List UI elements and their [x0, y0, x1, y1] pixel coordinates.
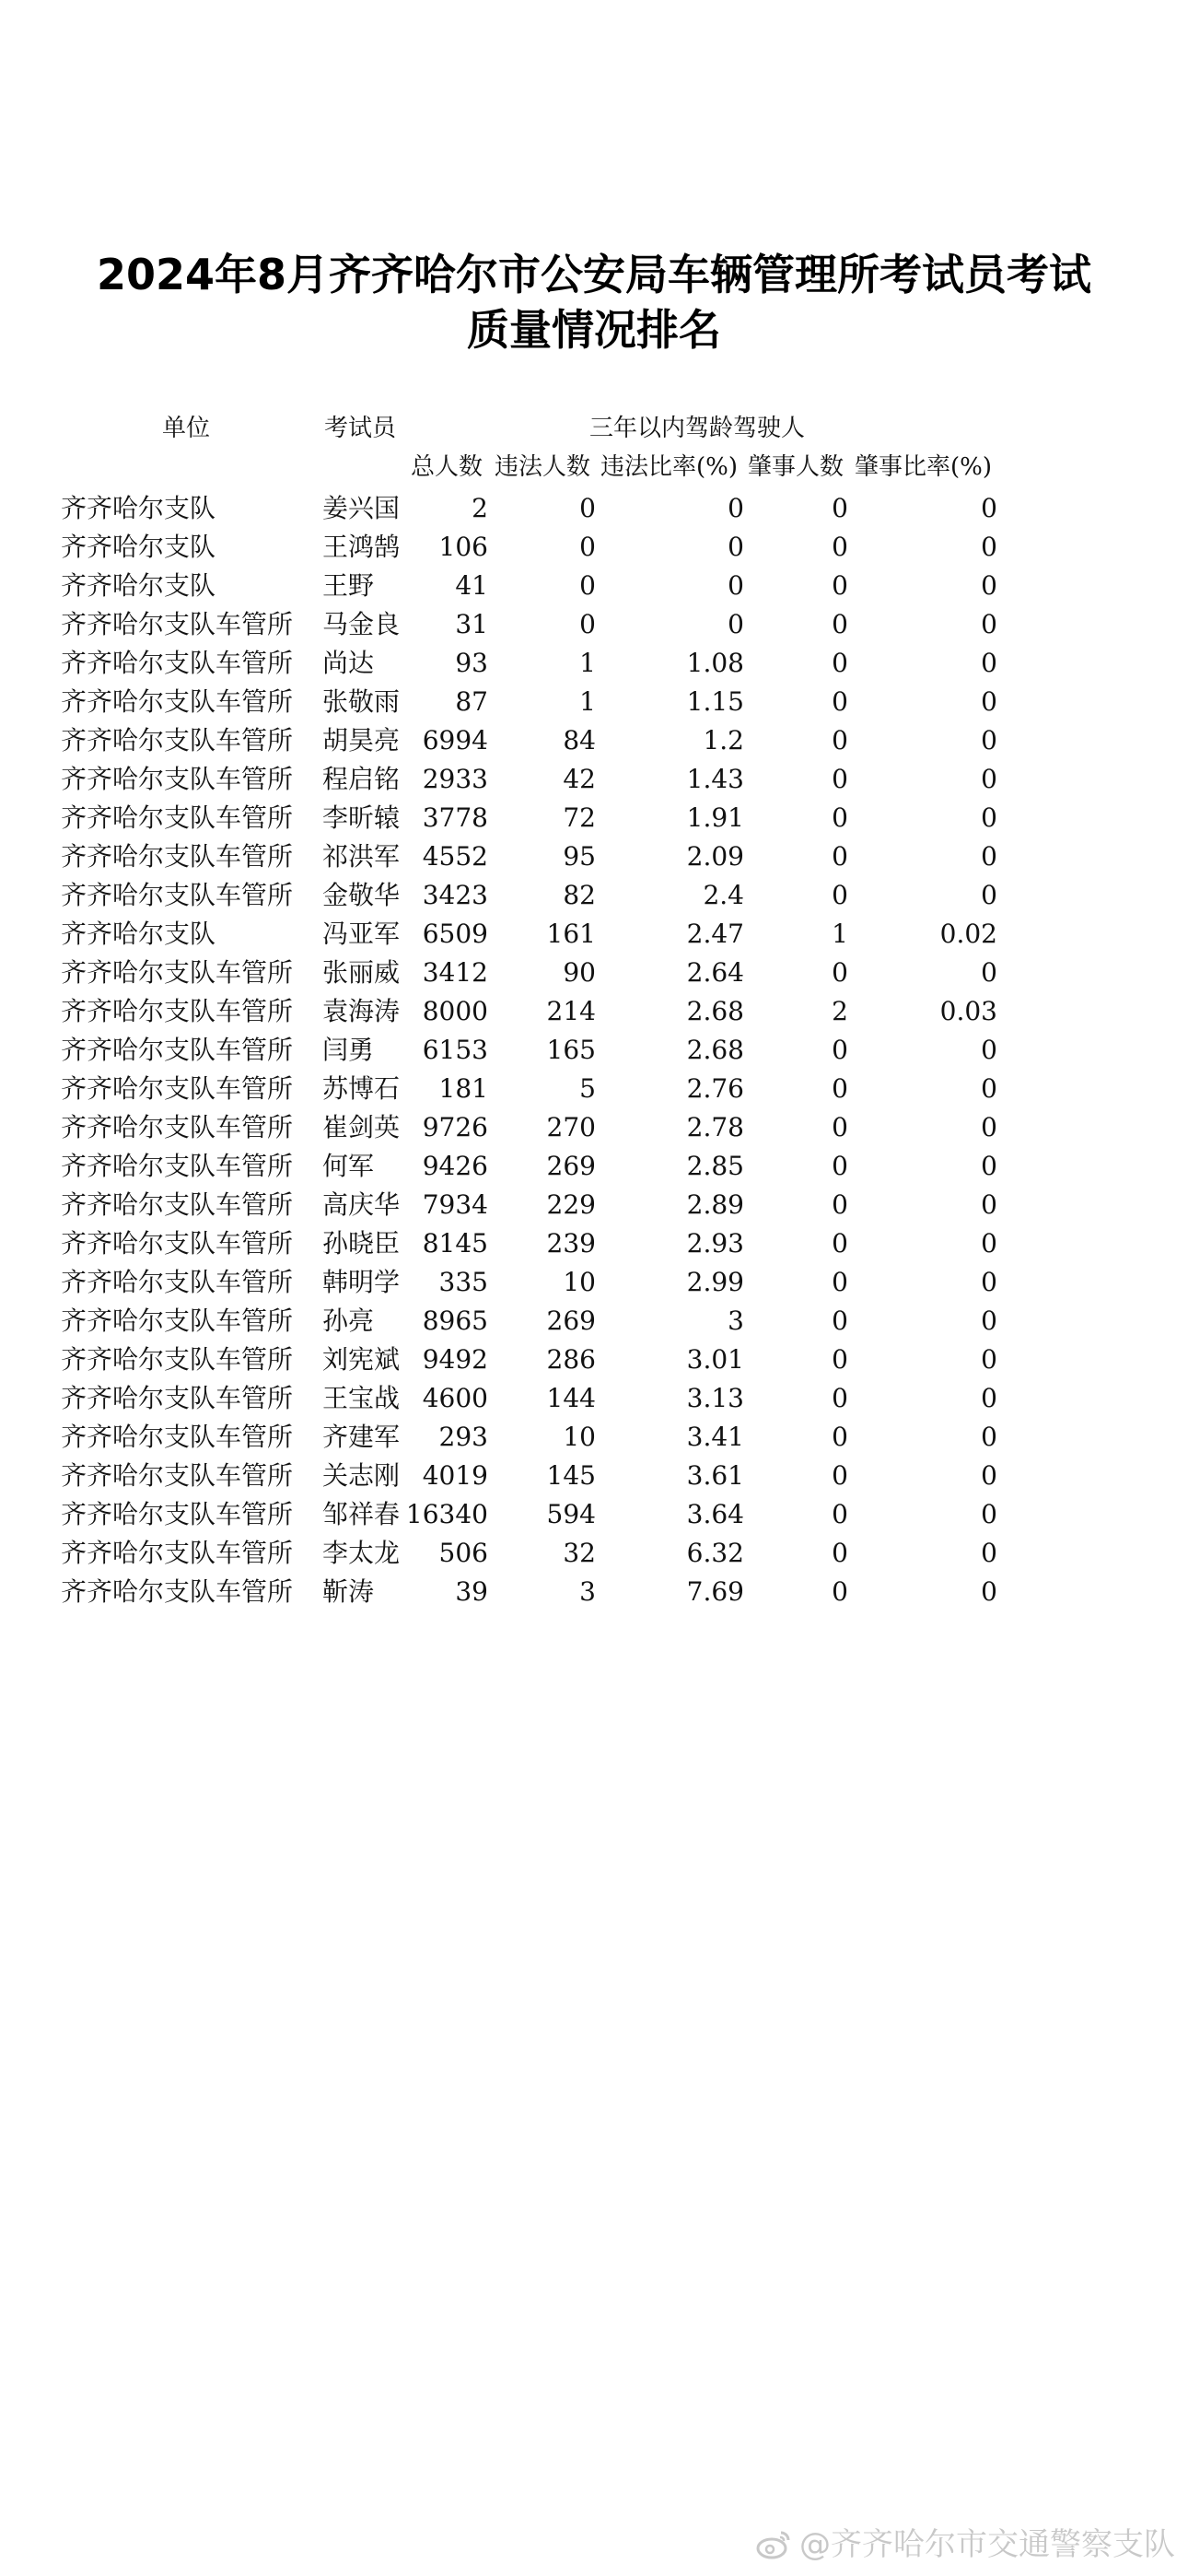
- table-row: [0, 528, 1188, 567]
- accidents-cell: 2: [832, 996, 848, 1026]
- examiner-cell: 闫勇: [322, 1035, 375, 1065]
- violation-rate-cell: 1.43: [686, 764, 744, 794]
- violations-cell: 10: [563, 1422, 596, 1452]
- examiner-cell: 邹祥春: [322, 1499, 401, 1529]
- violation-rate-cell: 7.69: [686, 1576, 744, 1607]
- examiner-cell: 李昕辕: [322, 802, 401, 833]
- unit-cell: 齐齐哈尔支队: [61, 919, 216, 949]
- unit-cell: 齐齐哈尔支队车管所: [61, 609, 294, 639]
- unit-cell: 齐齐哈尔支队车管所: [61, 648, 294, 678]
- violation-rate-cell: 3: [728, 1306, 744, 1336]
- examiner-cell: 王鸿鹄: [322, 532, 401, 562]
- table-row: [0, 489, 1188, 528]
- total-cell: 2933: [422, 764, 488, 794]
- violations-cell: 594: [546, 1499, 596, 1529]
- examiner-cell: 高庆华: [322, 1189, 401, 1220]
- watermark-text: @齐齐哈尔市交通警察支队: [799, 2526, 1175, 2563]
- weibo-icon: [755, 2529, 792, 2560]
- violation-rate-cell: 2.85: [686, 1151, 744, 1181]
- unit-cell: 齐齐哈尔支队车管所: [61, 996, 294, 1026]
- total-cell: 41: [455, 570, 488, 601]
- total-cell: 93: [455, 648, 488, 678]
- unit-cell: 齐齐哈尔支队车管所: [61, 725, 294, 755]
- unit-cell: 齐齐哈尔支队车管所: [61, 1073, 294, 1104]
- total-cell: 293: [438, 1422, 488, 1452]
- examiner-cell: 关志刚: [322, 1460, 401, 1491]
- accidents-cell: 0: [832, 686, 848, 717]
- accidents-cell: 0: [832, 648, 848, 678]
- total-cell: 31: [455, 609, 488, 639]
- accidents-cell: 0: [832, 1035, 848, 1065]
- examiner-cell: 齐建军: [322, 1422, 401, 1452]
- accident-rate-cell: 0: [981, 1460, 997, 1491]
- examiner-cell: 胡昊亮: [322, 725, 401, 755]
- accident-rate-cell: 0: [981, 880, 997, 910]
- accidents-cell: 0: [832, 1538, 848, 1568]
- violations-cell: 32: [563, 1538, 596, 1568]
- accidents-cell: 0: [832, 493, 848, 523]
- table-row: [0, 1108, 1188, 1147]
- header-unit: 单位: [162, 415, 211, 442]
- table-row: [0, 1031, 1188, 1070]
- violation-rate-cell: 3.64: [686, 1499, 744, 1529]
- violations-cell: 72: [563, 802, 596, 833]
- total-cell: 9726: [422, 1112, 488, 1142]
- total-cell: 6153: [422, 1035, 488, 1065]
- table-row: [0, 1379, 1188, 1418]
- unit-cell: 齐齐哈尔支队: [61, 532, 216, 562]
- accident-rate-cell: 0: [981, 1151, 997, 1181]
- accidents-cell: 0: [832, 1576, 848, 1607]
- accident-rate-cell: 0: [981, 609, 997, 639]
- total-cell: 9492: [422, 1344, 488, 1375]
- header-violations: 违法人数: [495, 453, 591, 481]
- examiner-cell: 张丽威: [322, 957, 401, 988]
- title-line-1: 2024年8月齐齐哈尔市公安局车辆管理所考试员考试: [96, 250, 1092, 299]
- examiner-cell: 何军: [322, 1151, 375, 1181]
- total-cell: 8000: [422, 996, 488, 1026]
- violations-cell: 90: [563, 957, 596, 988]
- violations-cell: 42: [563, 764, 596, 794]
- header-accident-rate: 肇事比率(%): [855, 453, 992, 481]
- examiner-cell: 李太龙: [322, 1538, 401, 1568]
- accidents-cell: 0: [832, 1306, 848, 1336]
- violation-rate-cell: 0: [728, 532, 744, 562]
- violations-cell: 95: [563, 841, 596, 872]
- unit-cell: 齐齐哈尔支队车管所: [61, 1267, 294, 1297]
- accident-rate-cell: 0: [981, 532, 997, 562]
- table-row: [0, 1263, 1188, 1302]
- accidents-cell: 0: [832, 1151, 848, 1181]
- accidents-cell: 0: [832, 725, 848, 755]
- violation-rate-cell: 0: [728, 570, 744, 601]
- accidents-cell: 0: [832, 1383, 848, 1413]
- violation-rate-cell: 3.13: [686, 1383, 744, 1413]
- violation-rate-cell: 3.41: [686, 1422, 744, 1452]
- examiner-cell: 程启铭: [322, 764, 401, 794]
- violation-rate-cell: 2.68: [686, 1035, 744, 1065]
- table-row: [0, 1573, 1188, 1611]
- accidents-cell: 0: [832, 957, 848, 988]
- page-title: [0, 247, 1188, 357]
- violations-cell: 0: [579, 570, 596, 601]
- accidents-cell: 0: [832, 1460, 848, 1491]
- table-row: [0, 605, 1188, 644]
- violations-cell: 165: [546, 1035, 596, 1065]
- examiner-cell: 祁洪军: [322, 841, 401, 872]
- unit-cell: 齐齐哈尔支队车管所: [61, 1538, 294, 1568]
- accident-rate-cell: 0: [981, 1267, 997, 1297]
- accident-rate-cell: 0: [981, 493, 997, 523]
- accident-rate-cell: 0: [981, 686, 997, 717]
- unit-cell: 齐齐哈尔支队车管所: [61, 1189, 294, 1220]
- accidents-cell: 0: [832, 570, 848, 601]
- violation-rate-cell: 0: [728, 609, 744, 639]
- violations-cell: 0: [579, 609, 596, 639]
- table-row: [0, 1495, 1188, 1534]
- accident-rate-cell: 0: [981, 570, 997, 601]
- total-cell: 2: [472, 493, 488, 523]
- accidents-cell: 0: [832, 841, 848, 872]
- title-line-2: 质量情况排名: [467, 305, 721, 355]
- ranking-table: [0, 489, 1188, 1611]
- accident-rate-cell: 0: [981, 764, 997, 794]
- examiner-cell: 孙晓臣: [322, 1228, 401, 1259]
- table-row: [0, 837, 1188, 876]
- table-row: [0, 1224, 1188, 1263]
- accidents-cell: 0: [832, 1344, 848, 1375]
- examiner-cell: 刘宪斌: [322, 1344, 401, 1375]
- accidents-cell: 0: [832, 1112, 848, 1142]
- examiner-cell: 孙亮: [322, 1306, 375, 1336]
- accident-rate-cell: 0: [981, 1306, 997, 1336]
- violation-rate-cell: 1.15: [686, 686, 744, 717]
- unit-cell: 齐齐哈尔支队车管所: [61, 1383, 294, 1413]
- table-row: [0, 1534, 1188, 1573]
- total-cell: 16340: [405, 1499, 488, 1529]
- table-row: [0, 1147, 1188, 1186]
- unit-cell: 齐齐哈尔支队: [61, 493, 216, 523]
- accidents-cell: 0: [832, 880, 848, 910]
- unit-cell: 齐齐哈尔支队车管所: [61, 957, 294, 988]
- unit-cell: 齐齐哈尔支队车管所: [61, 802, 294, 833]
- violations-cell: 269: [546, 1151, 596, 1181]
- unit-cell: 齐齐哈尔支队车管所: [61, 841, 294, 872]
- table-row: [0, 567, 1188, 605]
- accident-rate-cell: 0: [981, 1112, 997, 1142]
- unit-cell: 齐齐哈尔支队车管所: [61, 1422, 294, 1452]
- violation-rate-cell: 2.93: [686, 1228, 744, 1259]
- table-row: [0, 954, 1188, 992]
- violation-rate-cell: 2.76: [686, 1073, 744, 1104]
- unit-cell: 齐齐哈尔支队车管所: [61, 1306, 294, 1336]
- table-row: [0, 1070, 1188, 1108]
- accidents-cell: 0: [832, 1073, 848, 1104]
- unit-cell: 齐齐哈尔支队: [61, 570, 216, 601]
- violations-cell: 82: [563, 880, 596, 910]
- unit-cell: 齐齐哈尔支队车管所: [61, 1112, 294, 1142]
- table-row: [0, 683, 1188, 721]
- accidents-cell: 0: [832, 1228, 848, 1259]
- violation-rate-cell: 1.2: [703, 725, 744, 755]
- violation-rate-cell: 2.89: [686, 1189, 744, 1220]
- accident-rate-cell: 0: [981, 1499, 997, 1529]
- violations-cell: 5: [579, 1073, 596, 1104]
- accident-rate-cell: 0: [981, 1189, 997, 1220]
- header-accidents: 肇事人数: [748, 453, 844, 481]
- unit-cell: 齐齐哈尔支队车管所: [61, 764, 294, 794]
- table-row: [0, 876, 1188, 915]
- violations-cell: 145: [546, 1460, 596, 1491]
- violations-cell: 1: [579, 648, 596, 678]
- total-cell: 87: [455, 686, 488, 717]
- total-cell: 9426: [422, 1151, 488, 1181]
- violation-rate-cell: 3.61: [686, 1460, 744, 1491]
- examiner-cell: 王宝战: [322, 1383, 401, 1413]
- table-row: [0, 1302, 1188, 1341]
- accident-rate-cell: 0: [981, 1035, 997, 1065]
- violations-cell: 0: [579, 493, 596, 523]
- violations-cell: 1: [579, 686, 596, 717]
- violation-rate-cell: 2.09: [686, 841, 744, 872]
- total-cell: 3412: [422, 957, 488, 988]
- table-row: [0, 915, 1188, 954]
- violations-cell: 270: [546, 1112, 596, 1142]
- accidents-cell: 0: [832, 1499, 848, 1529]
- violation-rate-cell: 2.99: [686, 1267, 744, 1297]
- total-cell: 8965: [422, 1306, 488, 1336]
- violation-rate-cell: 3.01: [686, 1344, 744, 1375]
- unit-cell: 齐齐哈尔支队车管所: [61, 1344, 294, 1375]
- total-cell: 506: [438, 1538, 488, 1568]
- violation-rate-cell: 0: [728, 493, 744, 523]
- total-cell: 6509: [422, 919, 488, 949]
- accidents-cell: 0: [832, 1189, 848, 1220]
- header-total: 总人数: [411, 453, 483, 481]
- accident-rate-cell: 0: [981, 1538, 997, 1568]
- unit-cell: 齐齐哈尔支队车管所: [61, 1035, 294, 1065]
- unit-cell: 齐齐哈尔支队车管所: [61, 1151, 294, 1181]
- header-group: 三年以内驾龄驾驶人: [589, 415, 806, 442]
- total-cell: 8145: [422, 1228, 488, 1259]
- accident-rate-cell: 0: [981, 1344, 997, 1375]
- accidents-cell: 0: [832, 609, 848, 639]
- unit-cell: 齐齐哈尔支队车管所: [61, 1228, 294, 1259]
- examiner-cell: 姜兴国: [322, 493, 401, 523]
- violation-rate-cell: 2.78: [686, 1112, 744, 1142]
- table-row: [0, 1341, 1188, 1379]
- examiner-cell: 袁海涛: [322, 996, 401, 1026]
- unit-cell: 齐齐哈尔支队车管所: [61, 1499, 294, 1529]
- total-cell: 106: [438, 532, 488, 562]
- examiner-cell: 崔剑英: [322, 1112, 401, 1142]
- violations-cell: 84: [563, 725, 596, 755]
- total-cell: 4019: [422, 1460, 488, 1491]
- examiner-cell: 金敬华: [322, 880, 401, 910]
- accidents-cell: 0: [832, 1267, 848, 1297]
- violation-rate-cell: 1.91: [686, 802, 744, 833]
- violations-cell: 239: [546, 1228, 596, 1259]
- total-cell: 3778: [422, 802, 488, 833]
- violation-rate-cell: 2.64: [686, 957, 744, 988]
- violations-cell: 214: [546, 996, 596, 1026]
- violations-cell: 269: [546, 1306, 596, 1336]
- accident-rate-cell: 0.03: [939, 996, 997, 1026]
- accidents-cell: 0: [832, 764, 848, 794]
- accident-rate-cell: 0: [981, 725, 997, 755]
- violation-rate-cell: 2.47: [686, 919, 744, 949]
- violations-cell: 286: [546, 1344, 596, 1375]
- examiner-cell: 苏博石: [322, 1073, 401, 1104]
- unit-cell: 齐齐哈尔支队车管所: [61, 1460, 294, 1491]
- table-row: [0, 721, 1188, 760]
- violations-cell: 161: [546, 919, 596, 949]
- unit-cell: 齐齐哈尔支队车管所: [61, 686, 294, 717]
- violations-cell: 144: [546, 1383, 596, 1413]
- total-cell: 4600: [422, 1383, 488, 1413]
- examiner-cell: 张敬雨: [322, 686, 401, 717]
- examiner-cell: 王野: [322, 570, 375, 601]
- table-row: [0, 644, 1188, 683]
- accident-rate-cell: 0: [981, 1228, 997, 1259]
- accident-rate-cell: 0: [981, 841, 997, 872]
- examiner-cell: 冯亚军: [322, 919, 401, 949]
- total-cell: 7934: [422, 1189, 488, 1220]
- watermark: [755, 2524, 1175, 2565]
- examiner-cell: 韩明学: [322, 1267, 401, 1297]
- violations-cell: 0: [579, 532, 596, 562]
- examiner-cell: 马金良: [322, 609, 401, 639]
- violation-rate-cell: 1.08: [686, 648, 744, 678]
- table-row: [0, 799, 1188, 837]
- accidents-cell: 1: [832, 919, 848, 949]
- header-violation-rate: 违法比率(%): [600, 453, 738, 481]
- violation-rate-cell: 6.32: [686, 1538, 744, 1568]
- total-cell: 181: [438, 1073, 488, 1104]
- violations-cell: 3: [579, 1576, 596, 1607]
- header-examiner: 考试员: [324, 415, 397, 442]
- table-row: [0, 992, 1188, 1031]
- total-cell: 6994: [422, 725, 488, 755]
- table-row: [0, 1418, 1188, 1457]
- accidents-cell: 0: [832, 1422, 848, 1452]
- accident-rate-cell: 0: [981, 648, 997, 678]
- accidents-cell: 0: [832, 532, 848, 562]
- accident-rate-cell: 0: [981, 802, 997, 833]
- total-cell: 39: [455, 1576, 488, 1607]
- examiner-cell: 靳涛: [322, 1576, 375, 1607]
- table-row: [0, 760, 1188, 799]
- examiner-cell: 尚达: [322, 648, 375, 678]
- accident-rate-cell: 0: [981, 1576, 997, 1607]
- total-cell: 4552: [422, 841, 488, 872]
- accident-rate-cell: 0: [981, 957, 997, 988]
- table-row: [0, 1457, 1188, 1495]
- total-cell: 3423: [422, 880, 488, 910]
- accident-rate-cell: 0: [981, 1422, 997, 1452]
- table-row: [0, 1186, 1188, 1224]
- accident-rate-cell: 0: [981, 1073, 997, 1104]
- total-cell: 335: [438, 1267, 488, 1297]
- violation-rate-cell: 2.4: [703, 880, 744, 910]
- violation-rate-cell: 2.68: [686, 996, 744, 1026]
- violations-cell: 10: [563, 1267, 596, 1297]
- unit-cell: 齐齐哈尔支队车管所: [61, 1576, 294, 1607]
- accidents-cell: 0: [832, 802, 848, 833]
- violations-cell: 229: [546, 1189, 596, 1220]
- unit-cell: 齐齐哈尔支队车管所: [61, 880, 294, 910]
- accident-rate-cell: 0: [981, 1383, 997, 1413]
- accident-rate-cell: 0.02: [939, 919, 997, 949]
